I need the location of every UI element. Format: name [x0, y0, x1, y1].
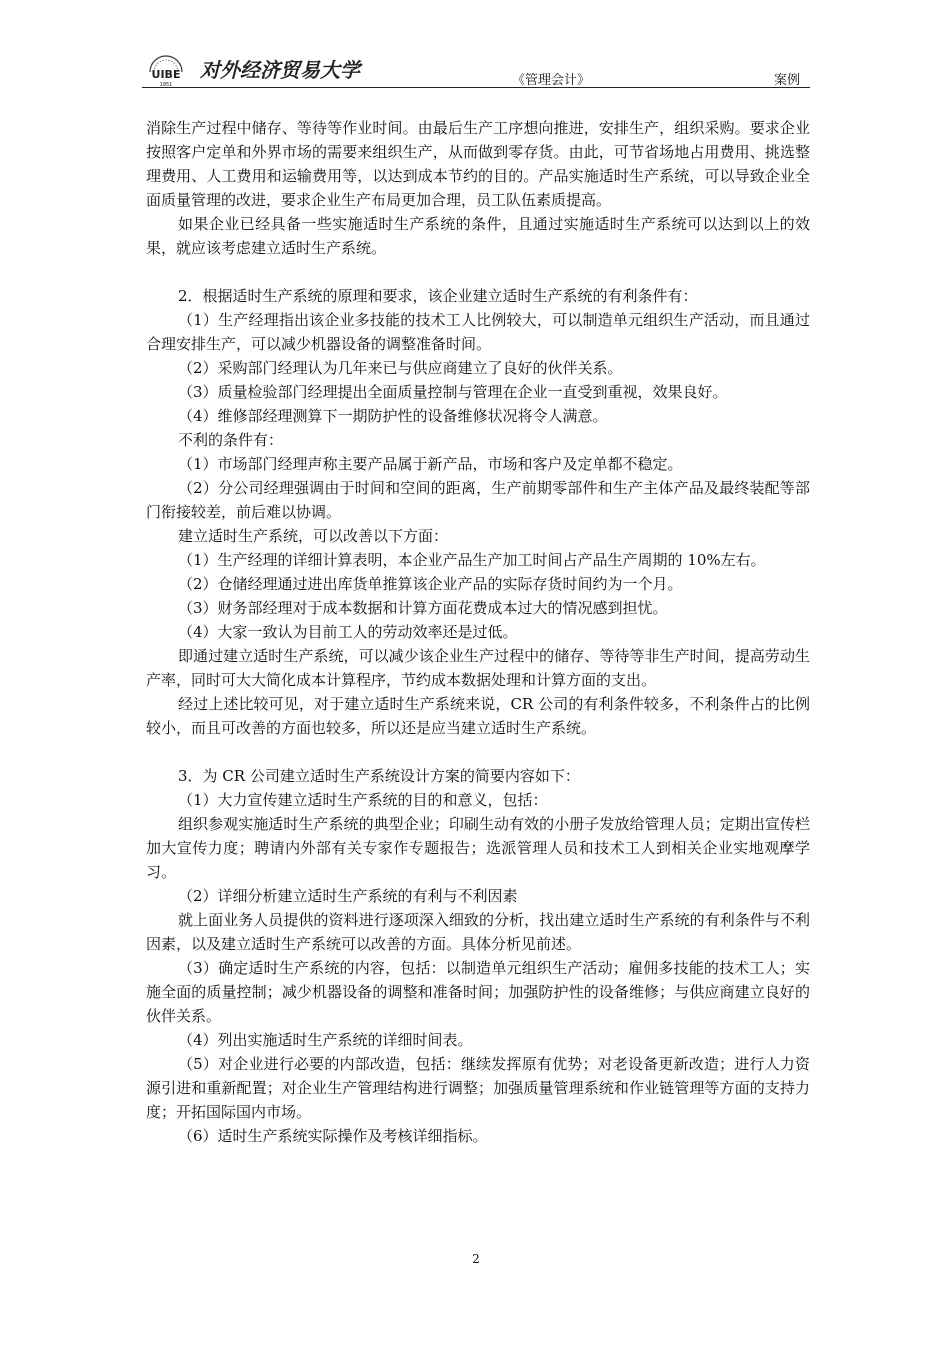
- list-item: （3）确定适时生产系统的内容，包括：以制造单元组织生产活动；雇佣多技能的技术工人；实施全面的质量控制；减少机器设备的调整和准备时间；加强防护性的设备维修；与供应商建立良好的伙伴关系。: [146, 959, 810, 1025]
- list-item: （1）大力宣传建立适时生产系统的目的和意义，包括：: [178, 791, 548, 809]
- page-number: 2: [472, 1252, 480, 1266]
- logo-year: 1951: [159, 82, 173, 88]
- paragraph: 消除生产过程中储存、等待等作业时间。由最后生产工序想向推进，安排生产，组织采购。要求企业按照客户定单和外界市场的需要来组织生产，从而做到零存货。由此，可节省场地占用费用、挑选整理费用、人工费用和运输费用等，以达到成本节约的目的。产品实施适时生产系统，可以导致企业全面质量管理的改进，要求企业生产布局更加合理，员工队伍素质提高。: [146, 119, 810, 209]
- page-header: [142, 50, 810, 90]
- paragraph: 如果企业已经具备一些实施适时生产系统的条件，且通过实施适时生产系统可以达到以上的效果，就应该考虑建立适时生产系统。: [146, 215, 810, 257]
- section-heading: 2．根据适时生产系统的原理和要求，该企业建立适时生产系统的有利条件有：: [178, 287, 698, 305]
- list-item: （1）生产经理的详细计算表明，本企业产品生产加工时间占产品生产周期的 10%左右。: [178, 551, 766, 569]
- list-item: （2）仓储经理通过进出库货单推算该企业产品的实际存货时间约为一个月。: [178, 575, 683, 593]
- logo-text: UIBE: [151, 68, 181, 81]
- list-item: （2）详细分析建立适时生产系统的有利与不利因素: [178, 887, 518, 905]
- paragraph: 就上面业务人员提供的资料进行逐项深入细致的分析，找出建立适时生产系统的有利条件与不利因素，以及建立适时生产系统可以改善的方面。具体分析见前述。: [146, 911, 810, 953]
- paragraph: 建立适时生产系统，可以改善以下方面：: [178, 527, 449, 545]
- document-body: [146, 116, 810, 1148]
- list-item: （4）维修部经理测算下一期防护性的设备维修状况将令人满意。: [178, 407, 608, 425]
- list-item: （3）质量检验部门经理提出全面质量控制与管理在企业一直受到重视，效果良好。: [178, 383, 728, 401]
- list-item: （4）列出实施适时生产系统的详细时间表。: [178, 1031, 473, 1049]
- paragraph: 组织参观实施适时生产系统的典型企业；印刷生动有效的小册子发放给管理人员；定期出宣传栏加大宣传力度；聘请内外部有关专家作专题报告；选派管理人员和技术工人到相关企业实地观摩学习。: [146, 815, 810, 881]
- university-name-calligraphy: [200, 56, 380, 82]
- list-item: （2）分公司经理强调由于时间和空间的距离，生产前期零部件和生产主体产品及最终装配等部门衔接较差，前后难以协调。: [146, 479, 810, 521]
- list-item: （6）适时生产系统实际操作及考核详细指标。: [178, 1127, 488, 1145]
- list-item: （4）大家一致认为目前工人的劳动效率还是过低。: [178, 623, 518, 641]
- section-label: 案例: [773, 73, 800, 88]
- paragraph: 即通过建立适时生产系统，可以减少该企业生产过程中的储存、等待等非生产时间，提高劳动生产率，同时可大大简化成本计算程序，节约成本数据处理和计算方面的支出。: [146, 647, 810, 689]
- paragraph: 不利的条件有：: [178, 431, 284, 449]
- list-item: （3）财务部经理对于成本数据和计算方面花费成本过大的情况感到担忧。: [178, 599, 668, 617]
- header-rule: [142, 87, 810, 88]
- university-name: 对外经济贸易大学: [200, 58, 360, 82]
- list-item: （2）采购部门经理认为几年来已与供应商建立了良好的伙伴关系。: [178, 359, 623, 377]
- university-logo: [144, 52, 188, 88]
- list-item: （1）生产经理指出该企业多技能的技术工人比例较大，可以制造单元组织生产活动，而且通过合理安排生产，可以减少机器设备的调整准备时间。: [146, 311, 810, 353]
- list-item: （1）市场部门经理声称主要产品属于新产品，市场和客户及定单都不稳定。: [178, 455, 683, 473]
- paragraph: 经过上述比较可见，对于建立适时生产系统来说，CR 公司的有利条件较多，不利条件占的比例较小，而且可改善的方面也较多，所以还是应当建立适时生产系统。: [146, 695, 810, 737]
- section-heading: 3．为 CR 公司建立适时生产系统设计方案的简要内容如下：: [178, 767, 580, 785]
- list-item: （5）对企业进行必要的内部改造，包括：继续发挥原有优势；对老设备更新改造；进行人力资源引进和重新配置；对企业生产管理结构进行调整；加强质量管理系统和作业链管理等方面的支持力度；开拓国际国内市场。: [146, 1055, 810, 1121]
- course-title: 《管理会计》: [512, 73, 591, 88]
